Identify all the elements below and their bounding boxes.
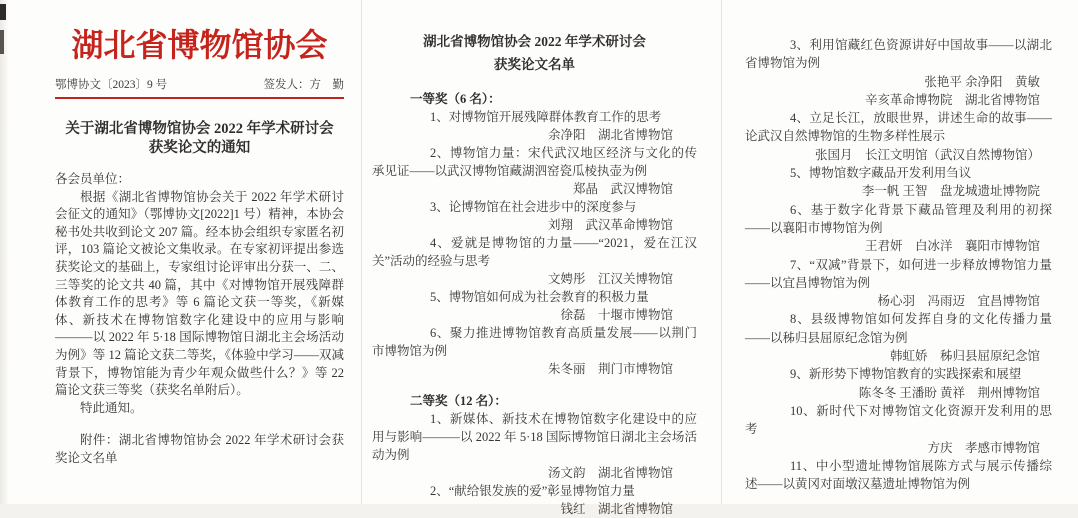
issuer-label: 签发人：方 勤 (263, 79, 344, 91)
paper-title: 7、“双减”背景下，如何进一步释放博物馆力量——以宜昌博物馆为例 (745, 257, 1052, 290)
body-paragraph: 根据《湖北省博物馆协会关于 2022 年学术研讨会征文的通知》（鄂博协文[2022]1 号）精神，本协会秘书处共收到论文 207 篇。经本协会组织专家匿名初评，103 篇论文被论文集收录。在专家初评提出参选获奖论文的基础上，专家组讨论评审出分获一、二、三等奖的论文共 40 篇，其中《对博物馆开展残障群体教育工作的思考》等 6 篇论文获一等奖，《新媒体、新技术在博物馆数字化建设中的应用与影响———以 2022 年 5·18 国际博物馆日湖北主会场活动为例》等 12 篇论文获二等奖，《体验中学习——双减背景下，博物馆能为青少年观众做些什么？》等 22 篇论文获三等奖（获奖名单附后）。 (55, 189, 344, 398)
paper-authors: 方庆 孝感市博物馆 (927, 440, 1040, 455)
attachment-note: 附件：湖北省博物馆协会 2022 年学术研讨会获奖论文名单 (55, 433, 344, 465)
paper-title: 3、论博物馆在社会进步中的深度参与 (430, 200, 637, 214)
notice-page (0, 0, 362, 504)
award-list-page-2 (722, 0, 1078, 504)
award-list-content-1 (362, 0, 721, 518)
paper-title: 3、利用馆藏红色资源讲好中国故事——以湖北省博物馆为例 (745, 38, 1052, 71)
paper-title: 2、“献给银发族的爱”彰显博物馆力量 (430, 484, 635, 498)
paper-item (745, 310, 1052, 365)
paper-item (372, 324, 697, 378)
paper-title: 1、对博物馆开展残障群体教育工作的思考 (430, 110, 662, 124)
first-prize-list (372, 108, 697, 378)
red-masthead-title: 湖北省博物馆协会 (71, 27, 328, 63)
paper-title: 2、博物馆力量：宋代武汉地区经济与文化的传承见证——以武汉博物馆藏湖泗窑瓷瓜棱执壶为例 (372, 146, 697, 178)
paper-authors: 韩虹娇 秭归县屈原纪念馆 (889, 349, 1040, 364)
paper-authors: 刘翔 武汉革命博物馆 (547, 218, 673, 232)
paper-authors: 张艳平 余净阳 黄敏 (924, 74, 1040, 89)
paper-title: 6、聚力推进博物馆教育高质量发展——以荆门市博物馆为例 (372, 326, 697, 358)
award-list-title-line2: 获奖论文名单 (494, 57, 575, 72)
paper-authors: 余净阳 湖北省博物馆 (547, 128, 673, 142)
second-prize-list-continued (745, 36, 1052, 493)
paper-item (372, 410, 697, 482)
paper-item (372, 198, 697, 234)
scan-artifact-mark (0, 4, 6, 20)
paper-title: 10、新时代下对博物馆文化资源开发利用的思考 (745, 403, 1052, 437)
doc-number-row (55, 78, 344, 92)
paper-authors: 张国月 长江文明馆（武汉自然博物馆） (814, 147, 1040, 162)
paper-title: 11、中小型遗址博物馆展陈方式与展示传播综述——以黄冈对面墩汉墓遗址博物馆为例 (745, 458, 1052, 492)
paper-item (745, 365, 1052, 402)
paper-item (745, 457, 1052, 494)
paper-item (745, 201, 1052, 256)
paper-title: 1、新媒体、新技术在博物馆数字化建设中的应用与影响———以 2022 年 5·18 国际博物馆日湖北主会场活动为例 (372, 412, 697, 462)
paper-authors: 杨心羽 冯雨迈 宜昌博物馆 (877, 294, 1040, 309)
paper-item (372, 482, 697, 518)
paper-authors: 汤文韵 湖北省博物馆 (547, 466, 673, 480)
second-prize-heading: 二等奖（12 名）： (410, 394, 507, 408)
paper-authors: 李一帆 王智 盘龙城遗址博物院 (861, 184, 1040, 199)
award-list-title-line1: 湖北省博物馆协会 2022 年学术研讨会 (423, 34, 646, 49)
paper-authors: 朱冬丽 荆门市博物馆 (547, 362, 673, 376)
paper-authors: 陈冬冬 王潘盼 黄祥 荆州博物馆 (858, 385, 1040, 400)
paper-authors: 文娉彤 江汉关博物馆 (547, 272, 673, 286)
notice-title-line1: 关于湖北省博物馆协会 2022 年学术研讨会 (65, 121, 334, 137)
closing-line: 特此通知。 (80, 400, 143, 415)
paper-title: 4、爱就是博物馆的力量——“2021，爱在江汉关”活动的经验与思考 (372, 236, 697, 268)
paper-item (372, 234, 697, 288)
notice-title (55, 120, 344, 158)
paper-authors: 钱红 湖北省博物馆 (560, 502, 673, 516)
paper-authors: 郑晶 武汉博物馆 (572, 182, 673, 196)
paper-item (372, 108, 697, 144)
paper-title: 5、博物馆如何成为社会教育的积极力量 (430, 290, 649, 304)
paper-title: 8、县级博物馆如何发挥自身的文化传播力量——以秭归县屈原纪念馆为例 (745, 312, 1052, 345)
award-list-content-2 (722, 0, 1078, 493)
second-prize-list (372, 410, 697, 518)
paper-item (372, 288, 697, 324)
paper-title: 4、立足长江，放眼世界，讲述生命的故事——论武汉自然博物馆的生物多样性展示 (745, 111, 1052, 144)
salutation: 各会员单位： (55, 172, 131, 186)
red-rule (55, 97, 344, 99)
paper-item (372, 144, 697, 198)
doc-number: 鄂博协文〔2023〕9 号 (55, 79, 168, 91)
paper-authors: 王君妍 白冰洋 襄阳市博物馆 (864, 239, 1040, 254)
paper-item (745, 256, 1052, 311)
award-list-page-1 (362, 0, 722, 516)
paper-title: 5、博物馆数字藏品开发利用刍议 (790, 166, 972, 181)
paper-title: 9、新形势下博物馆教育的实践探索和展望 (790, 367, 1022, 382)
notice-title-line2: 获奖论文的通知 (148, 140, 251, 156)
paper-title: 6、基于数字化背景下藏品管理及利用的初探——以襄阳市博物馆为例 (745, 202, 1052, 235)
award-list-title (372, 30, 697, 76)
scan-artifact-mark (0, 30, 4, 54)
notice-page-content (0, 0, 361, 468)
paper-authors: 徐磊 十堰市博物馆 (560, 308, 673, 322)
paper-item (745, 36, 1052, 109)
notice-body (55, 171, 344, 468)
paper-item (745, 164, 1052, 201)
scan-edge-strip (0, 0, 9, 504)
paper-item (745, 109, 1052, 164)
paper-item (745, 402, 1052, 457)
paper-authors-org: 辛亥革命博物院 湖北省博物馆 (864, 92, 1040, 107)
first-prize-heading: 一等奖（6 名）： (410, 92, 501, 106)
